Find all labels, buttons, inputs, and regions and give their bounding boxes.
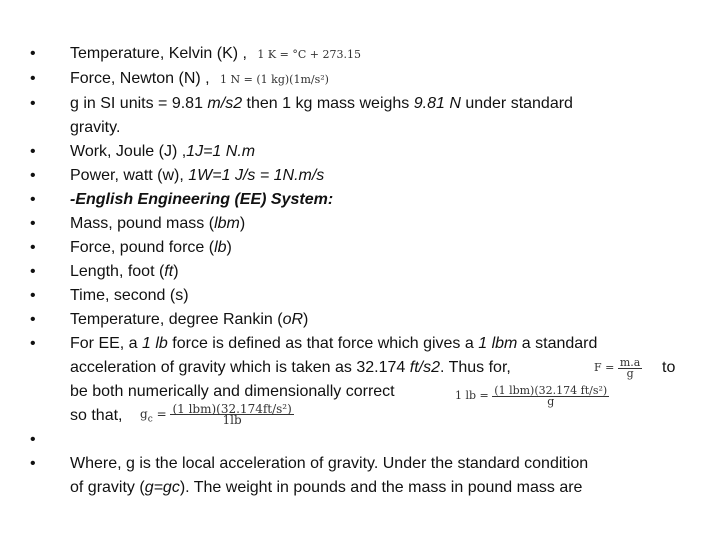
force-lb-unit: lb: [214, 239, 227, 256]
f-eq-den: g: [626, 366, 634, 380]
f-equation: [594, 356, 642, 380]
gc-eq-sub: c: [147, 414, 153, 425]
lb-eq-lhs: 1 lb =: [455, 389, 489, 402]
bullet-temperature-rankin: [30, 308, 690, 332]
power-text: Power, watt (w),: [70, 167, 189, 184]
newton-equation: 1 N = (1 kg)(1m/s²): [220, 73, 329, 86]
g-si-weight: 9.81 N: [413, 95, 461, 112]
power-definition: 1W=1 J/s = 1N.m/s: [188, 167, 325, 184]
bullet-force-newton: [30, 67, 690, 92]
gc-eq-equals: =: [156, 407, 167, 421]
ee-def-line2: [70, 356, 690, 380]
ee-def-lbm: 1 lbm: [478, 335, 518, 352]
mass-unit: lbm: [214, 215, 240, 232]
kelvin-equation: 1 K = °C + 273.15: [257, 48, 361, 61]
ee-def-line4: [70, 404, 690, 428]
bullet-ee-heading: [30, 188, 690, 212]
bullet-list: [30, 42, 690, 500]
work-text: Work, Joule (J) ,: [70, 143, 187, 160]
where-l1: Where, g is the local acceleration of gravity. Under the standard condition: [70, 455, 589, 472]
g-si-pre: g in SI units = 9.81: [70, 95, 208, 112]
ee-def-l1-post: a standard: [517, 335, 598, 352]
g-si-post: under standard: [460, 95, 573, 112]
bullet-force-pound: [30, 236, 690, 260]
length-pre: Length, foot (: [70, 263, 165, 280]
length-unit: ft: [164, 263, 174, 280]
bullet-where: [30, 452, 690, 500]
rankin-unit: oR: [282, 311, 304, 328]
gc-eq-num: (1 lbm)(32.174ft/s²): [172, 402, 292, 416]
f-eq-fraction: [618, 355, 643, 380]
mass-post: ): [239, 215, 246, 232]
where-l2-pre: of gravity (: [70, 479, 145, 496]
f-eq-num: m.a: [619, 355, 641, 369]
f-eq-lhs: F =: [594, 361, 615, 374]
ee-def-l1-mid: force is defined as that force which gives a: [167, 335, 479, 352]
mass-pre: Mass, pound mass (: [70, 215, 215, 232]
bullet-work: [30, 140, 690, 164]
force-lb-pre: Force, pound force (: [70, 239, 215, 256]
ee-def-l4: so that,: [70, 407, 123, 424]
temperature-kelvin-text: Temperature, Kelvin (K) ,: [70, 45, 247, 62]
bullet-mass: [30, 212, 690, 236]
force-newton-text: Force, Newton (N) ,: [70, 70, 210, 87]
bullet-power: [30, 164, 690, 188]
g-si-line2: gravity.: [70, 119, 121, 136]
ee-def-accel: ft/s2: [409, 359, 440, 376]
bullet-temperature-kelvin: [30, 42, 690, 67]
gc-equation: [140, 402, 294, 431]
where-gc: g=gc: [144, 479, 180, 496]
ee-def-l1-pre: For EE, a: [70, 335, 143, 352]
ee-def-l2-post: . Thus for,: [439, 359, 511, 376]
bullet-g-si: [30, 92, 690, 140]
gc-eq-fraction: [170, 404, 293, 425]
lb-eq-num: (1 lbm)(32.174 ft/s²): [494, 383, 608, 397]
ee-def-line1: [70, 332, 690, 356]
ee-def-line3: [70, 380, 690, 408]
length-post: ): [173, 263, 179, 280]
force-lb-post: ): [226, 239, 232, 256]
rankin-pre: Temperature, degree Rankin (: [70, 311, 283, 328]
ee-def-l2-pre: acceleration of gravity which is taken as 32.174: [70, 359, 410, 376]
ee-def-lb: 1 lb: [142, 335, 168, 352]
work-definition: 1J=1 N.m: [186, 143, 256, 160]
ee-def-l3: be both numerically and dimensionally correct: [70, 383, 395, 400]
g-si-mid: then 1 kg mass weighs: [242, 95, 414, 112]
bullet-length: [30, 260, 690, 284]
lb-eq-den: g: [547, 394, 555, 408]
bullet-time: [30, 284, 690, 308]
rankin-post: ): [303, 311, 309, 328]
where-l2-post: ). The weight in pounds and the mass in pound mass are: [179, 479, 583, 496]
bullet-empty: [30, 428, 690, 452]
gc-eq-lhs: g: [140, 407, 148, 421]
time-text: Time, second (s): [70, 287, 189, 304]
bullet-ee-definition: [30, 332, 690, 428]
ee-heading-text: -English Engineering (EE) System:: [70, 191, 334, 208]
g-si-unit: m/s2: [207, 95, 243, 112]
ee-def-l2-tail: to: [662, 359, 676, 376]
gc-eq-den: 1lb: [222, 413, 242, 427]
